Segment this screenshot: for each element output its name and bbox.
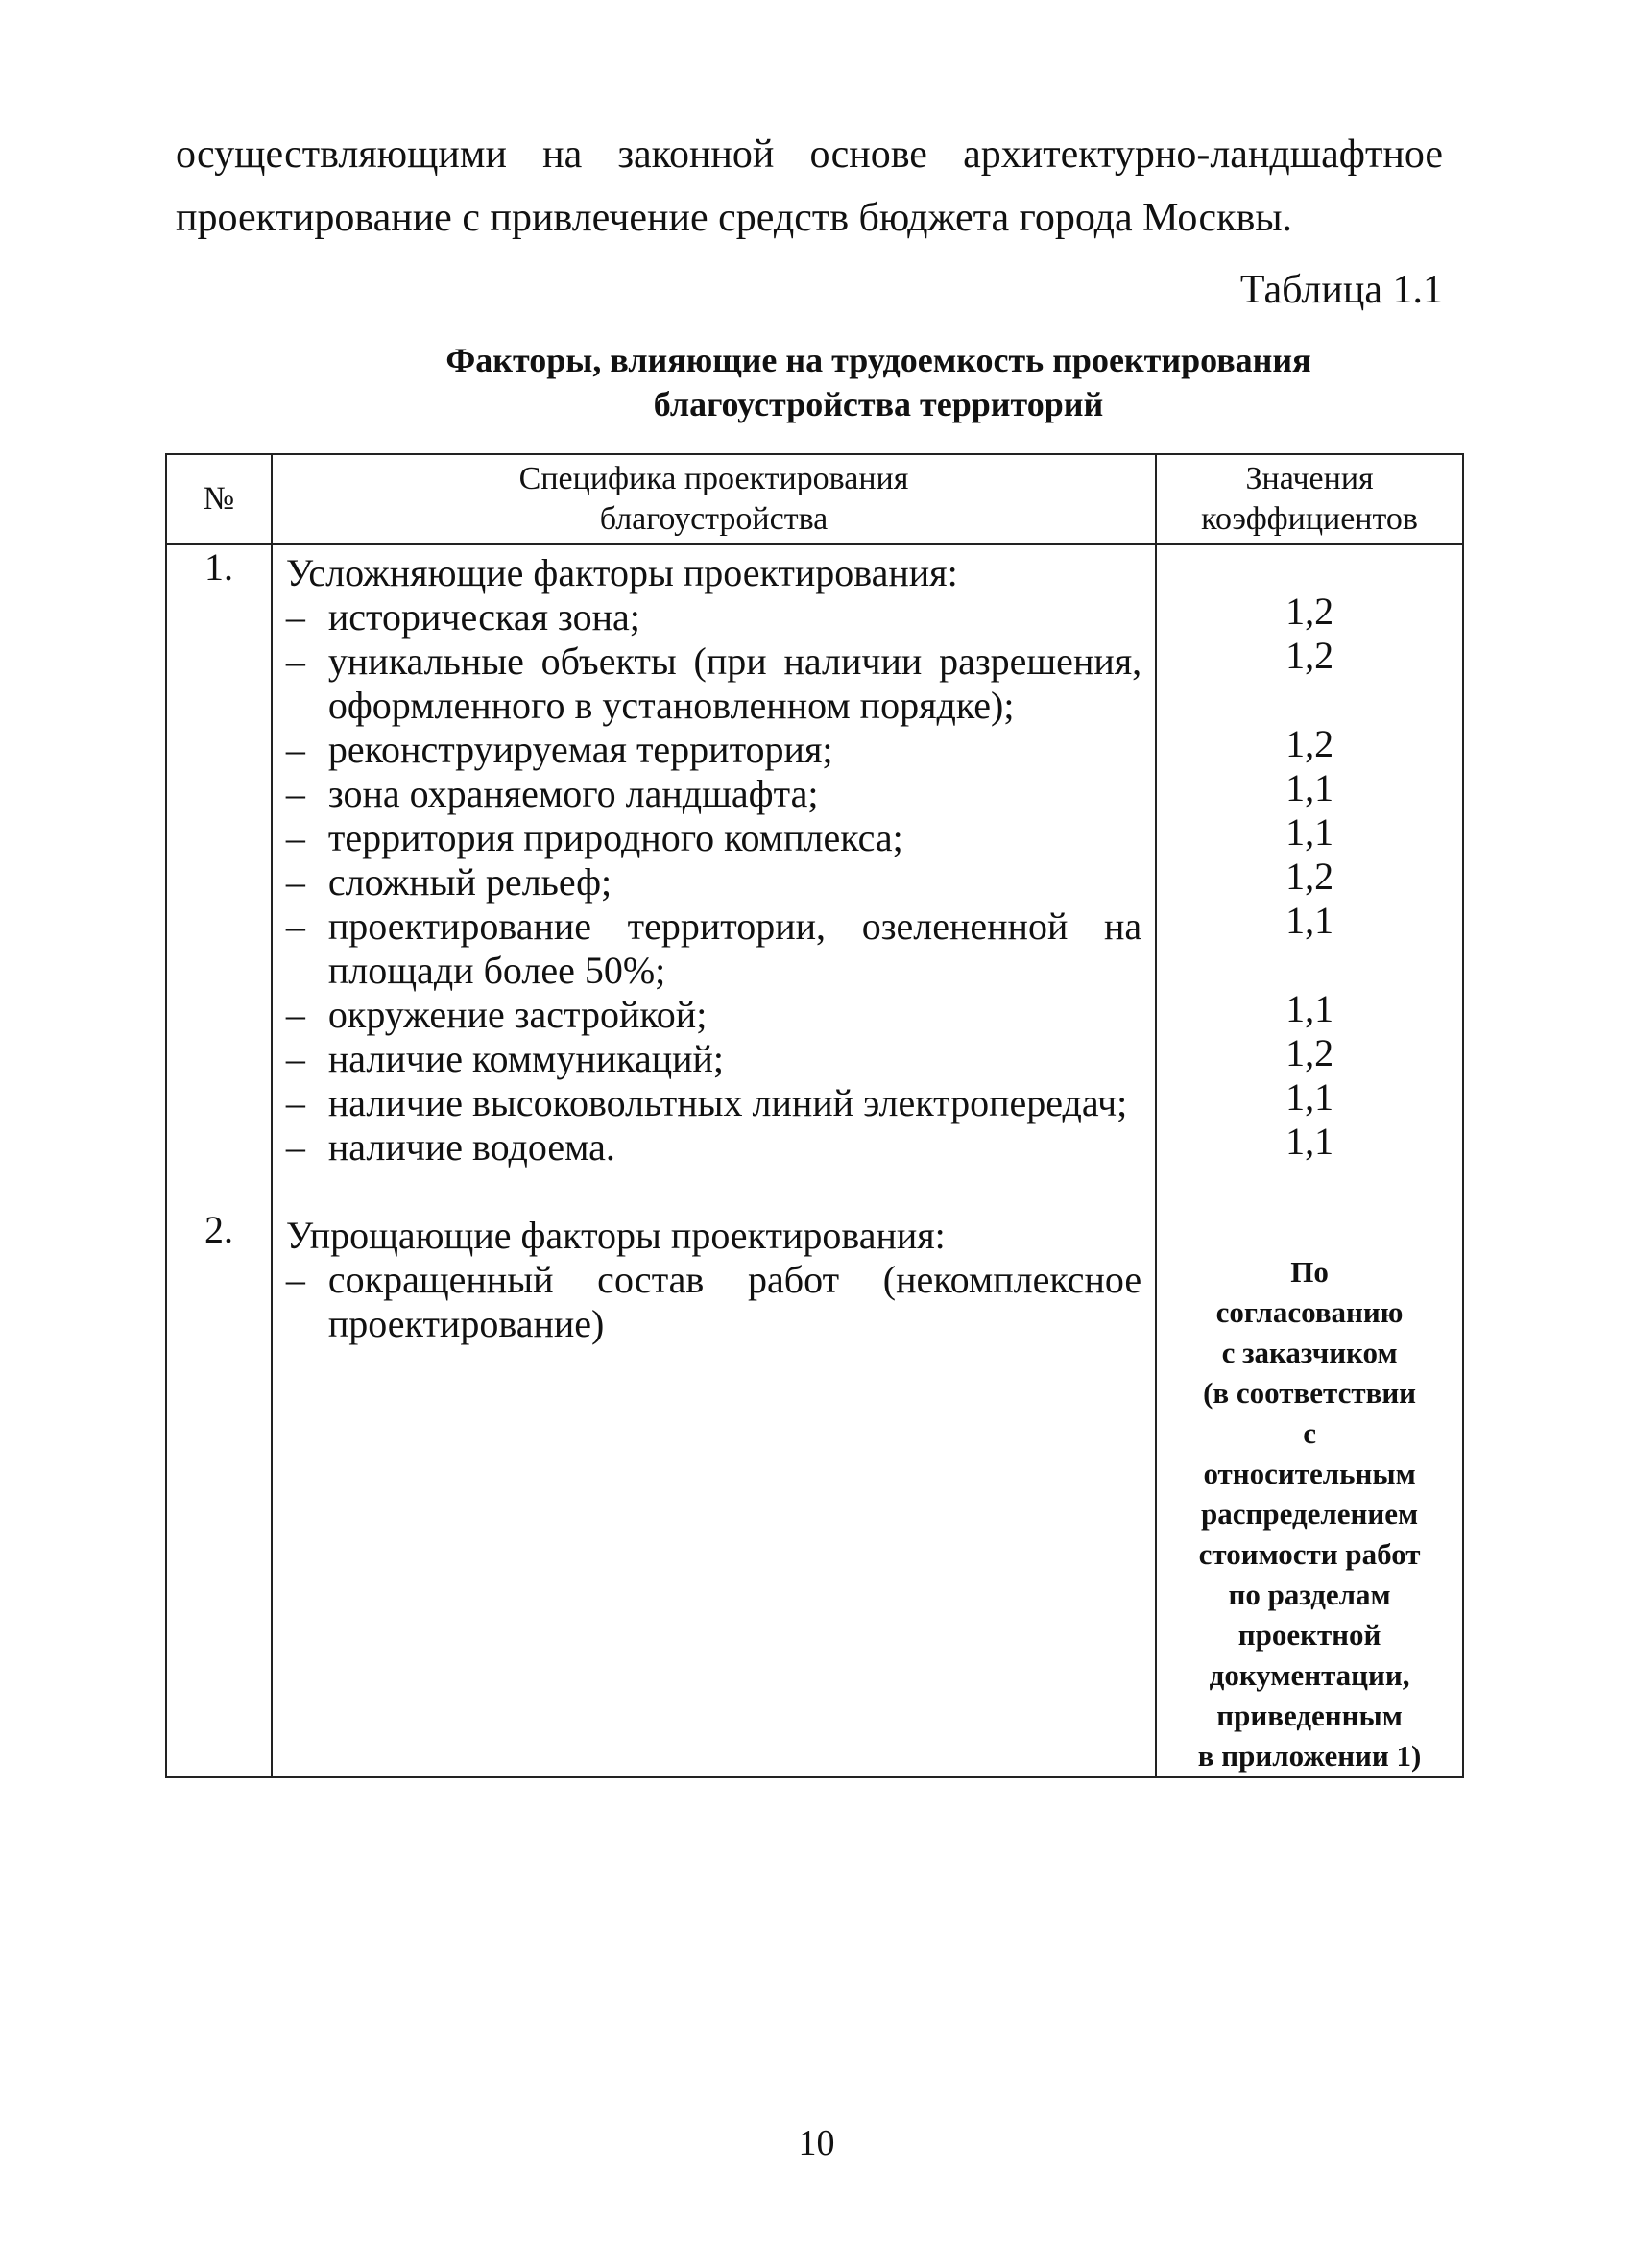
section-2-value-note bbox=[1157, 1252, 1462, 1776]
table-header-row bbox=[166, 454, 1463, 544]
factor-item bbox=[286, 860, 1141, 905]
dash-marker: – bbox=[285, 905, 305, 948]
note-line: документации, bbox=[1209, 1658, 1410, 1692]
intro-word: архитектурно-ландшафтное bbox=[963, 133, 1443, 177]
table-title-line-2: благоустройства территорий bbox=[653, 385, 1104, 423]
factor-item bbox=[286, 595, 1141, 639]
header-values-line-1: Значения bbox=[1245, 461, 1374, 496]
intro-paragraph bbox=[176, 123, 1443, 250]
header-spec bbox=[272, 454, 1156, 544]
values-cell bbox=[1156, 544, 1463, 1777]
factor-item bbox=[286, 816, 1141, 860]
dash-marker: – bbox=[285, 639, 305, 683]
factor-text: территория природного комплекса; bbox=[327, 816, 903, 859]
factor-item bbox=[286, 1081, 1141, 1125]
table-title-line-1: Факторы, влияющие на трудоемкость проектирования bbox=[445, 341, 1311, 379]
intro-line-2: проектирование с привлечение средств бюджета города Москвы. bbox=[176, 196, 1293, 240]
value-placeholder bbox=[1157, 545, 1462, 590]
note-line: в приложении 1) bbox=[1197, 1739, 1422, 1773]
factor-text: сложный рельеф; bbox=[327, 860, 612, 904]
coefficient-value: 1,2 bbox=[1285, 855, 1334, 898]
factor-text: уникальные объекты (при наличии разрешения, оформленного в установленном порядке); bbox=[327, 639, 1142, 727]
factor-item bbox=[286, 639, 1141, 728]
table-title bbox=[288, 338, 1469, 426]
coefficient-value: 1,1 bbox=[1285, 899, 1334, 942]
coefficient-value: 1,1 bbox=[1285, 987, 1334, 1030]
factor-item bbox=[286, 1037, 1141, 1081]
note-line: с заказчиком bbox=[1221, 1336, 1398, 1369]
factor-text: проектирование территории, озелененной на площади более 50%; bbox=[327, 905, 1142, 992]
note-line: с bbox=[1303, 1416, 1316, 1450]
coefficient-value: 1,1 bbox=[1285, 766, 1334, 809]
factor-text: зона охраняемого ландшафта; bbox=[327, 772, 819, 815]
intro-word: осуществляющими bbox=[176, 133, 507, 177]
dash-marker: – bbox=[285, 860, 305, 904]
note-line: согласованию bbox=[1215, 1295, 1404, 1329]
intro-word: законной bbox=[617, 133, 775, 177]
coefficient-value: 1,2 bbox=[1285, 1031, 1334, 1074]
coefficient-value: 1,1 bbox=[1285, 1120, 1334, 1163]
note-line: проектной bbox=[1237, 1618, 1381, 1652]
factor-item bbox=[286, 728, 1141, 772]
factor-text: окружение застройкой; bbox=[327, 993, 708, 1036]
dash-marker: – bbox=[285, 1037, 305, 1080]
note-line: распределением bbox=[1201, 1497, 1419, 1531]
coefficient-value: 1,1 bbox=[1285, 810, 1334, 854]
factor-item bbox=[286, 905, 1141, 993]
factor-item bbox=[286, 772, 1141, 816]
note-line: стоимости работ bbox=[1198, 1537, 1421, 1571]
dash-marker: – bbox=[285, 1125, 305, 1169]
section-1-title: Усложняющие факторы проектирования: bbox=[285, 551, 958, 594]
header-spec-line-2: благоустройства bbox=[599, 501, 829, 537]
header-values bbox=[1156, 454, 1463, 544]
section-2-factors bbox=[273, 1214, 1155, 1346]
section-1-number: 1. bbox=[204, 545, 233, 589]
intro-word: на bbox=[542, 133, 583, 177]
note-line: по разделам bbox=[1228, 1578, 1391, 1611]
factor-item bbox=[286, 1125, 1141, 1170]
factor-text: наличие водоема. bbox=[327, 1125, 615, 1169]
factor-text: историческая зона; bbox=[327, 595, 640, 639]
header-values-line-2: коэффициентов bbox=[1201, 501, 1418, 537]
dash-marker: – bbox=[285, 595, 305, 639]
factor-item bbox=[286, 1258, 1141, 1346]
page-number: 10 bbox=[798, 2123, 835, 2163]
spec-cell bbox=[272, 544, 1156, 1777]
factor-item bbox=[286, 993, 1141, 1037]
factor-text: наличие высоковольтных линий электропередач; bbox=[327, 1081, 1128, 1124]
factors-table bbox=[165, 453, 1464, 1778]
note-line: (в соответствии bbox=[1203, 1376, 1417, 1410]
header-num: № bbox=[166, 454, 272, 544]
section-2-title: Упрощающие факторы проектирования: bbox=[285, 1214, 946, 1257]
coefficient-value: 1,2 bbox=[1285, 634, 1334, 677]
intro-line-1 bbox=[176, 123, 1443, 186]
dash-marker: – bbox=[285, 1258, 305, 1301]
section-2-number: 2. bbox=[204, 1208, 233, 1251]
factor-text: сокращенный состав работ (некомплексное проектирование) bbox=[327, 1258, 1142, 1345]
table-row bbox=[166, 544, 1463, 1777]
section-1-factors bbox=[273, 545, 1155, 1214]
note-line: приведенным bbox=[1216, 1699, 1403, 1732]
coefficient-value: 1,1 bbox=[1285, 1075, 1334, 1119]
note-line: По bbox=[1290, 1255, 1329, 1289]
dash-marker: – bbox=[285, 728, 305, 771]
table-label: Таблица 1.1 bbox=[1239, 268, 1443, 312]
intro-word: основе bbox=[809, 133, 927, 177]
header-spec-line-1: Специфика проектирования bbox=[518, 461, 909, 496]
dash-marker: – bbox=[285, 1081, 305, 1124]
note-line: относительным bbox=[1203, 1457, 1416, 1490]
coefficient-value: 1,2 bbox=[1285, 722, 1334, 765]
factor-text: реконструируемая территория; bbox=[327, 728, 833, 771]
dash-marker: – bbox=[285, 816, 305, 859]
dash-marker: – bbox=[285, 772, 305, 815]
coefficient-value: 1,2 bbox=[1285, 590, 1334, 633]
dash-marker: – bbox=[285, 993, 305, 1036]
factor-text: наличие коммуникаций; bbox=[327, 1037, 725, 1080]
row-number-cell bbox=[166, 544, 272, 1777]
